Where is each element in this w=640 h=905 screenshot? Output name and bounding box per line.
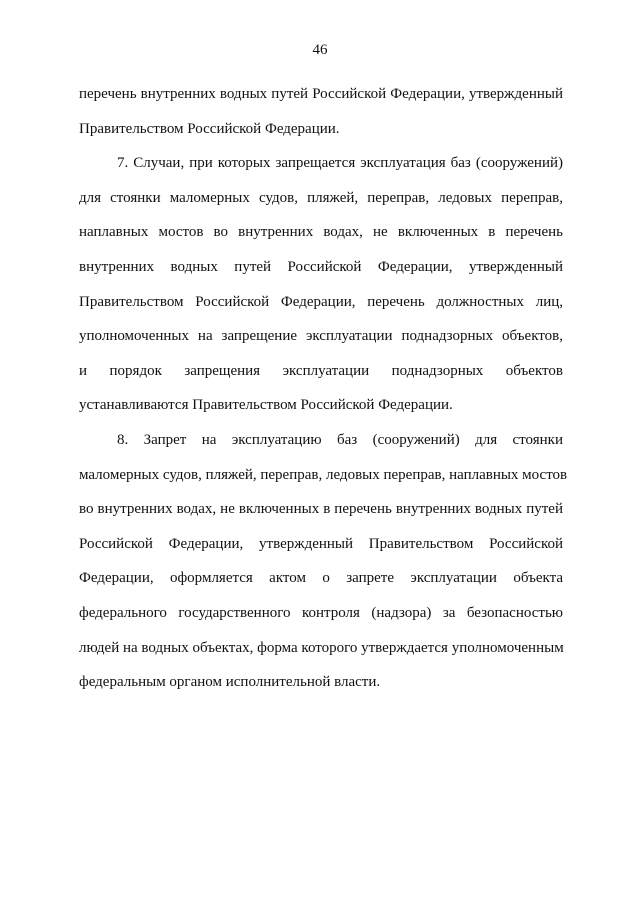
- text-line: устанавливаются Правительством Российской Федерации.: [79, 397, 453, 414]
- paragraph-8: [79, 423, 568, 700]
- text-line: для стоянки маломерных судов, пляжей, переправ, ледовых переправ,: [79, 189, 563, 206]
- text-line: Правительством Российской Федерации.: [79, 120, 340, 137]
- page-number: 46: [312, 42, 328, 58]
- text-line: перечень внутренних водных путей Российской Федерации, утвержденный: [79, 86, 563, 102]
- paragraph-7: [79, 146, 563, 423]
- text-line: людей на водных объектах, форма которого утверждается уполномоченным: [79, 639, 564, 656]
- text-line: федеральным органом исполнительной власти.: [79, 674, 381, 691]
- paragraph-continuation: [79, 77, 563, 146]
- text-line: маломерных судов, пляжей, переправ, ледовых переправ, наплавных мостов: [79, 466, 568, 483]
- document-body: [79, 77, 568, 700]
- text-line: 8. Запрет на эксплуатацию баз (сооружений) для стоянки: [117, 431, 563, 448]
- text-line: Федерации, оформляется актом о запрете эксплуатации объекта: [79, 570, 563, 587]
- text-line: 7. Случаи, при которых запрещается эксплуатация баз (сооружений): [117, 155, 563, 172]
- text-line: во внутренних водах, не включенных в перечень внутренних водных путей: [79, 501, 563, 518]
- text-line: и порядок запрещения эксплуатации поднадзорных объектов: [79, 362, 563, 379]
- text-line: федерального государственного контроля (надзора) за безопасностью: [79, 604, 563, 621]
- text-line: Российской Федерации, утвержденный Правительством Российской: [79, 535, 563, 552]
- text-line: внутренних водных путей Российской Федерации, утвержденный: [79, 258, 563, 275]
- text-line: Правительством Российской Федерации, перечень должностных лиц,: [79, 293, 563, 310]
- text-line: наплавных мостов во внутренних водах, не включенных в перечень: [79, 224, 563, 241]
- text-line: уполномоченных на запрещение эксплуатации поднадзорных объектов,: [79, 328, 563, 345]
